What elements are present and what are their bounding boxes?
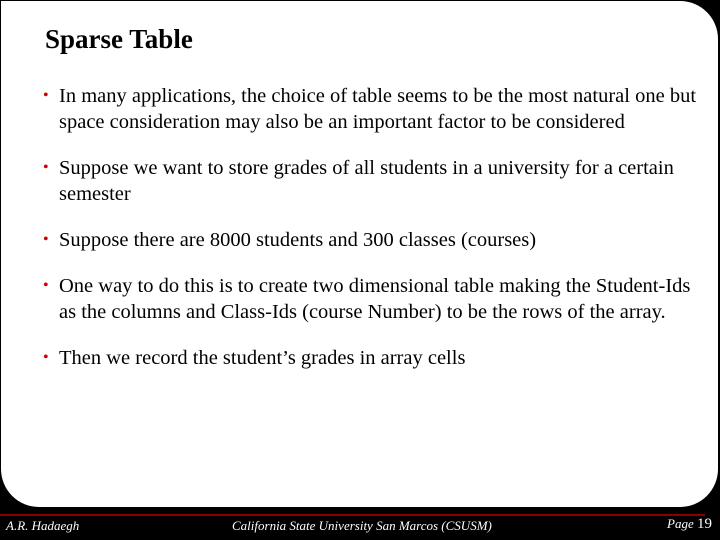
bullet-marker-icon: • — [43, 231, 49, 248]
bullet-text: Suppose there are 8000 students and 300 classes (courses) — [59, 229, 537, 251]
bullet-item — [31, 155, 703, 207]
bullet-text: Suppose we want to store grades of all students in a university for a certain semester — [59, 157, 674, 205]
bullet-text: Then we record the student’s grades in array cells — [59, 347, 466, 369]
bullet-marker-icon: • — [43, 277, 49, 294]
slide-card — [1, 1, 718, 507]
slide-title: Sparse Table — [45, 24, 193, 54]
bullet-item — [31, 345, 703, 371]
footer-bar — [0, 510, 720, 540]
bullet-marker-icon: • — [43, 349, 49, 366]
bullet-marker-icon: • — [43, 87, 49, 104]
bullet-list — [31, 83, 703, 391]
bullet-item — [31, 83, 703, 135]
footer-accent-line — [0, 514, 705, 516]
footer-page-label: Page — [667, 516, 694, 531]
bullet-text: In many applications, the choice of table seems to be the most natural one but space consideration may also be an important factor to be considered — [59, 85, 697, 133]
bullet-item — [31, 273, 703, 325]
footer-institution: California State University San Marcos (CSUSM) — [232, 518, 492, 533]
bullet-marker-icon: • — [43, 159, 49, 176]
footer-page — [667, 516, 712, 533]
footer-author: A.R. Hadaegh — [6, 518, 80, 533]
bullet-text: One way to do this is to create two dimensional table making the Student-Ids as the columns and Class-Ids (course Number) to be the rows of the array. — [59, 275, 691, 323]
footer-page-number: 19 — [697, 516, 712, 532]
bullet-item — [31, 227, 703, 253]
